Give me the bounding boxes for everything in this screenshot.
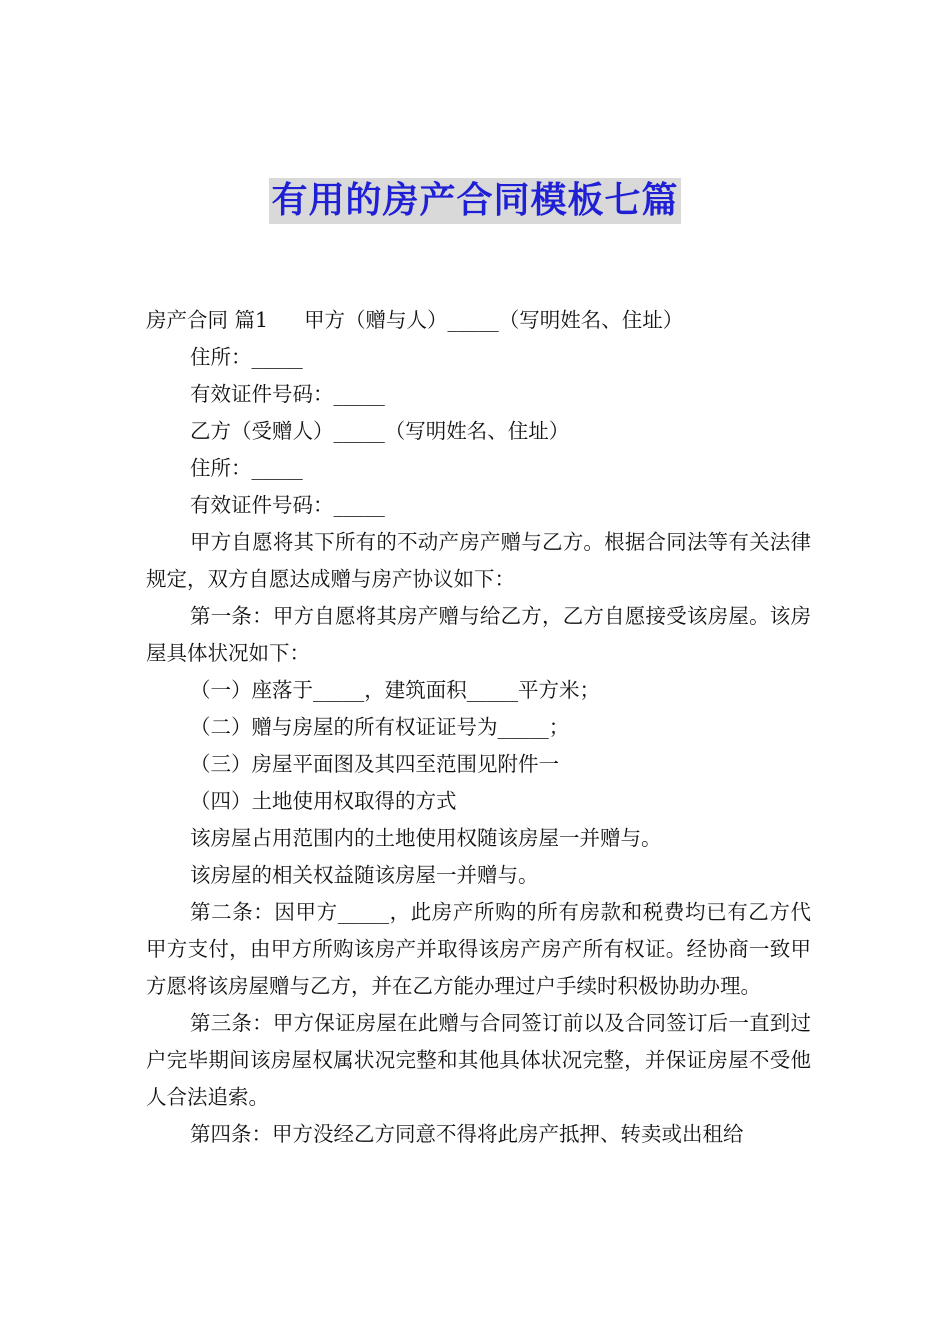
paragraph-preamble: 甲方自愿将其下所有的不动产房产赠与乙方。根据合同法等有关法律规定，双方自愿达成赠与房产协议如下： xyxy=(146,530,811,591)
paragraph-article-4: 第四条：甲方没经乙方同意不得将此房产抵押、转卖或出租给 xyxy=(190,1122,744,1146)
party-a-line: 甲方（赠与人）_____（写明姓名、住址） xyxy=(304,308,684,332)
paragraph-rights: 该房屋的相关权益随该房屋一并赠与。 xyxy=(190,863,539,887)
section-label: 房产合同 篇1 xyxy=(146,308,269,332)
document-body xyxy=(146,302,811,1153)
document-title xyxy=(0,178,950,224)
paragraph-item-2: （二）赠与房屋的所有权证证号为_____； xyxy=(190,715,570,739)
paragraph-party-b: 乙方（受赠人）_____（写明姓名、住址） xyxy=(190,419,570,443)
paragraph-item-4: （四）土地使用权取得的方式 xyxy=(190,789,457,813)
paragraph-land-use: 该房屋占用范围内的土地使用权随该房屋一并赠与。 xyxy=(190,826,662,850)
paragraph-party-a-id: 有效证件号码：_____ xyxy=(190,382,385,406)
paragraph-item-3: （三）房屋平面图及其四至范围见附件一 xyxy=(190,752,559,776)
paragraph-party-a xyxy=(146,302,811,339)
paragraph-party-b-id: 有效证件号码：_____ xyxy=(190,493,385,517)
paragraph-party-b-address: 住所：_____ xyxy=(190,456,303,480)
paragraph-article-1: 第一条：甲方自愿将其房产赠与给乙方，乙方自愿接受该房屋。该房屋具体状况如下： xyxy=(146,604,811,665)
document-title-text: 有用的房产合同模板七篇 xyxy=(269,178,680,224)
paragraph-article-2: 第二条：因甲方_____，此房产所购的所有房款和税费均已有乙方代甲方支付，由甲方所购该房产并取得该房产房产所有权证。经协商一致甲方愿将该房屋赠与乙方，并在乙方能办理过户手续时积极协助办理。 xyxy=(146,900,811,998)
paragraph-item-1: （一）座落于_____，建筑面积_____平方米； xyxy=(190,678,600,702)
paragraph-article-3: 第三条：甲方保证房屋在此赠与合同签订前以及合同签订后一直到过户完毕期间该房屋权属状况完整和其他具体状况完整，并保证房屋不受他人合法追索。 xyxy=(146,1011,811,1109)
paragraph-party-a-address: 住所：_____ xyxy=(190,345,303,369)
